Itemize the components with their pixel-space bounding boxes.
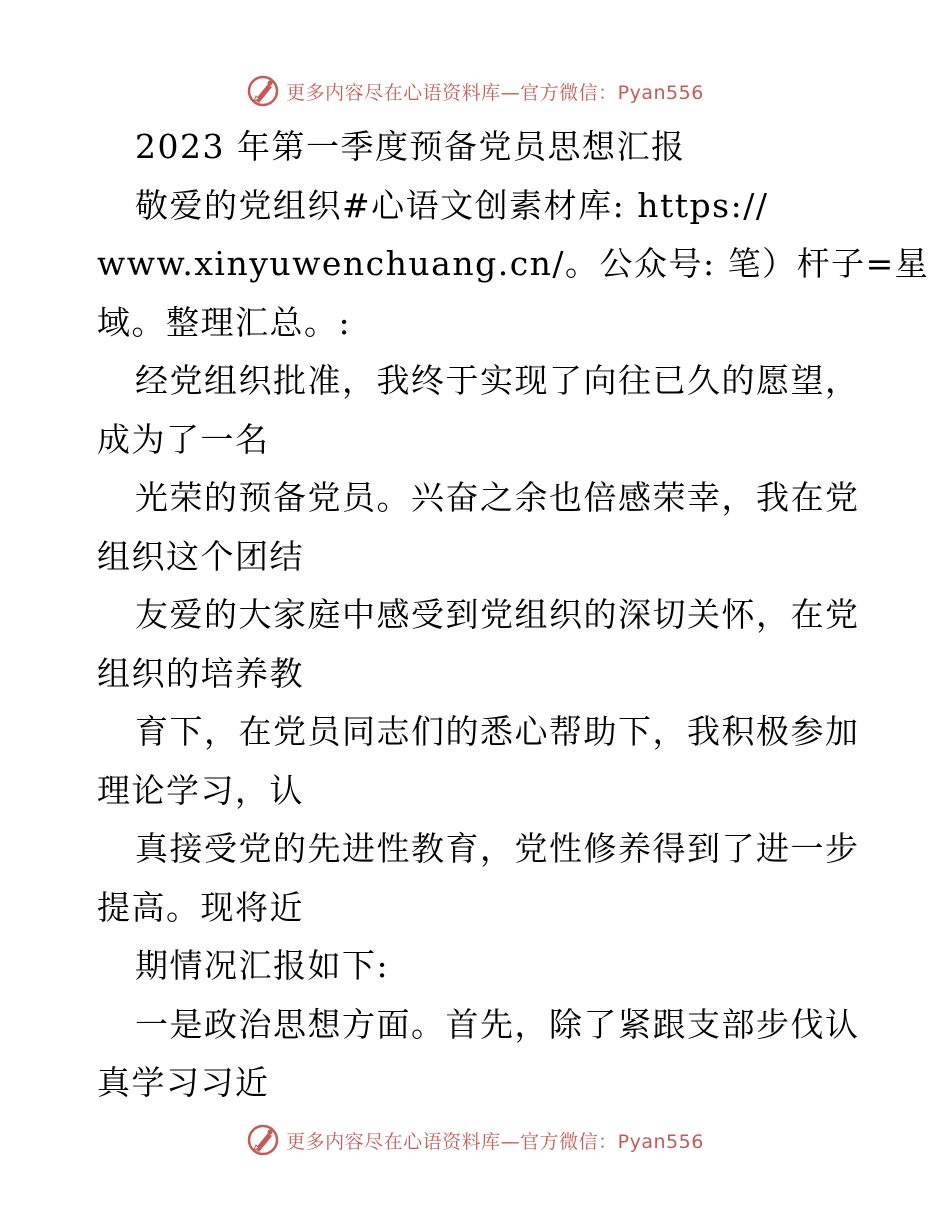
text-line: 理论学习，认 <box>97 770 304 810</box>
text-line: 育下，在党员同志们的悉心帮助下，我积极参加 <box>135 712 860 751</box>
text-line: 组织的培养教 <box>97 653 304 693</box>
text-line: 真学习习近 <box>97 1063 270 1102</box>
header-watermark-banner <box>0 71 950 111</box>
pen-nib-logo-icon <box>246 74 280 108</box>
text-line: 域。整理汇总。: <box>97 302 352 342</box>
watermark-text: 更多内容尽在心语资料库—官方微信：Pyan556 <box>286 81 704 104</box>
text-line: 友爱的大家庭中感受到党组织的深切关怀，在党 <box>135 595 860 634</box>
text-line: 光荣的预备党员。兴奋之余也倍感荣幸，我在党 <box>135 478 860 517</box>
document-body <box>97 118 930 1113</box>
text-line: 提高。现将近 <box>97 887 304 927</box>
text-line: 组织这个团结 <box>97 536 304 576</box>
text-line: 敬爱的党组织#心语文创素材库: https:// <box>135 185 769 225</box>
text-line: 一是政治思想方面。首先，除了紧跟支部步伐认 <box>135 1004 860 1044</box>
text-line: 经党组织批准，我终于实现了向往已久的愿望， <box>135 361 860 400</box>
text-line: 真接受党的先进性教育，党性修养得到了进一步 <box>135 829 860 868</box>
pen-nib-logo-icon <box>246 1123 280 1157</box>
text-line: 成为了一名 <box>97 419 270 459</box>
document-title: 2023 年第一季度预备党员思想汇报 <box>135 127 686 166</box>
text-line: www.xinyuwenchuang.cn/。公众号: 笔）杆子=星 <box>97 244 930 283</box>
watermark-text: 更多内容尽在心语资料库—官方微信：Pyan556 <box>286 1130 704 1153</box>
text-line: 期情况汇报如下: <box>135 946 390 985</box>
footer-watermark-banner <box>0 1120 950 1160</box>
